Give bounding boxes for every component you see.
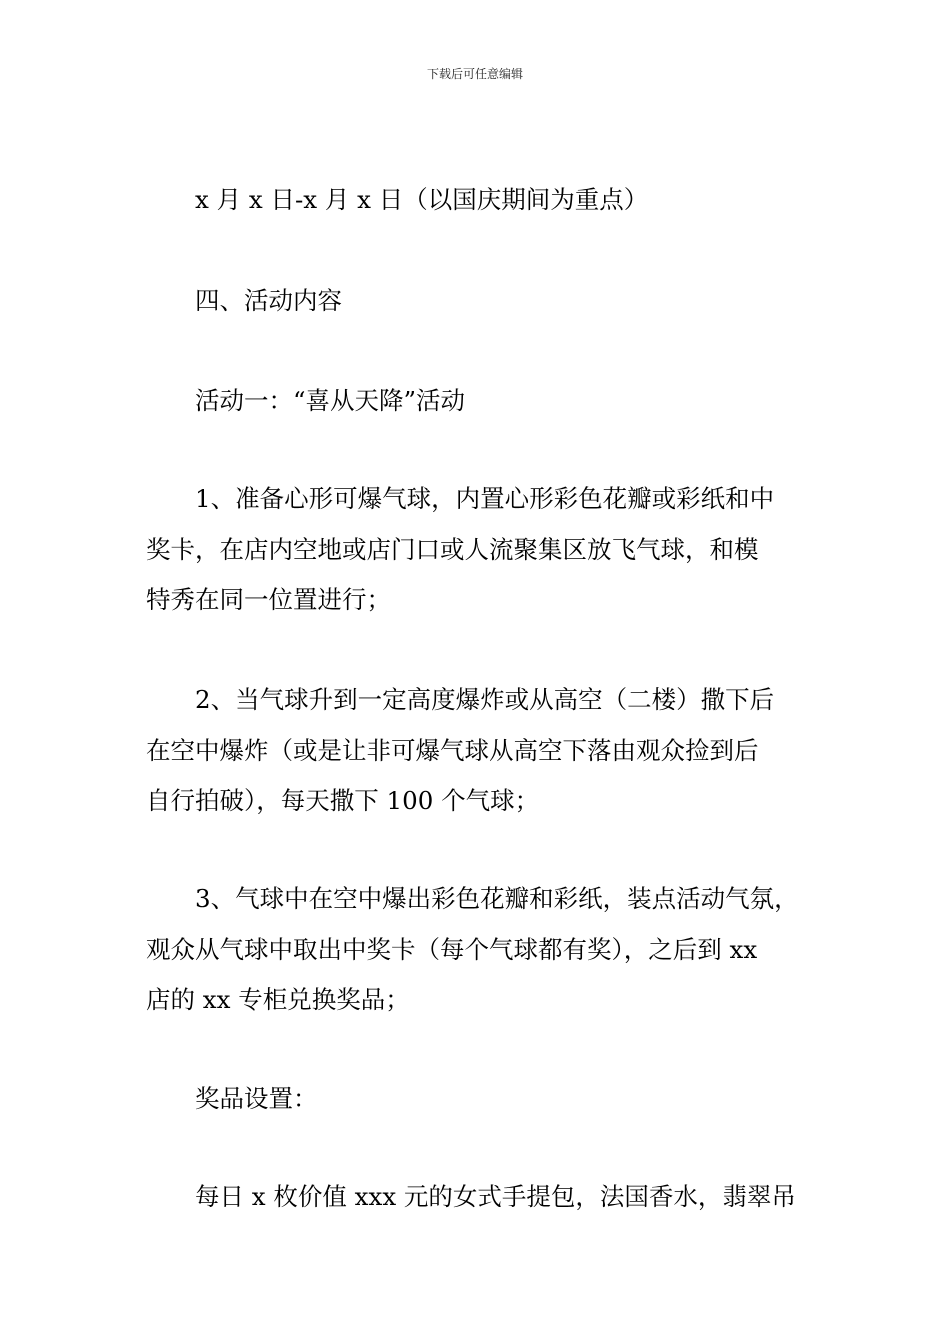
step-2-paragraph xyxy=(146,675,811,827)
section-heading-activity-content xyxy=(146,276,811,327)
paragraph-line: 在空中爆炸（或是让非可爆气球从高空下落由观众捡到后 xyxy=(146,735,759,765)
paragraph-line: 奖卡，在店内空地或店门口或人流聚集区放飞气球，和模 xyxy=(146,534,759,564)
paragraph-line: 特秀在同一位置进行； xyxy=(146,585,391,614)
paragraph-line: 奖品设置： xyxy=(195,1084,318,1113)
activity-one-title xyxy=(146,376,811,427)
paragraph-line: x 月 x 日-x 月 x 日（以国庆期间为重点） xyxy=(195,185,649,214)
paragraph-line: 店的 xx 专柜兑换奖品； xyxy=(146,985,410,1014)
prize-settings-heading xyxy=(146,1074,811,1125)
paragraph-line: 观众从气球中取出中奖卡（每个气球都有奖），之后到 xx xyxy=(146,934,758,964)
prize-detail-paragraph xyxy=(146,1172,811,1223)
paragraph-line: 四、活动内容 xyxy=(195,286,342,315)
date-range-paragraph xyxy=(146,175,811,226)
page-header-note: 下载后可任意编辑 xyxy=(426,67,523,81)
paragraph-line: 2、当气球升到一定高度爆炸或从高空（二楼）撒下后 xyxy=(195,685,775,714)
step-3-paragraph xyxy=(146,874,811,1026)
step-1-paragraph xyxy=(146,474,811,626)
paragraph-line: 活动一：“喜从天降”活动 xyxy=(195,386,466,415)
paragraph-line: 自行拍破），每天撒下 100 个气球； xyxy=(146,786,540,815)
paragraph-line: 1、准备心形可爆气球，内置心形彩色花瓣或彩纸和中 xyxy=(195,484,775,513)
paragraph-line: 3、气球中在空中爆出彩色花瓣和彩纸，装点活动气氛， xyxy=(195,884,799,913)
paragraph-line: 每日 x 枚价值 xxx 元的女式手提包，法国香水，翡翠吊 xyxy=(195,1182,796,1211)
